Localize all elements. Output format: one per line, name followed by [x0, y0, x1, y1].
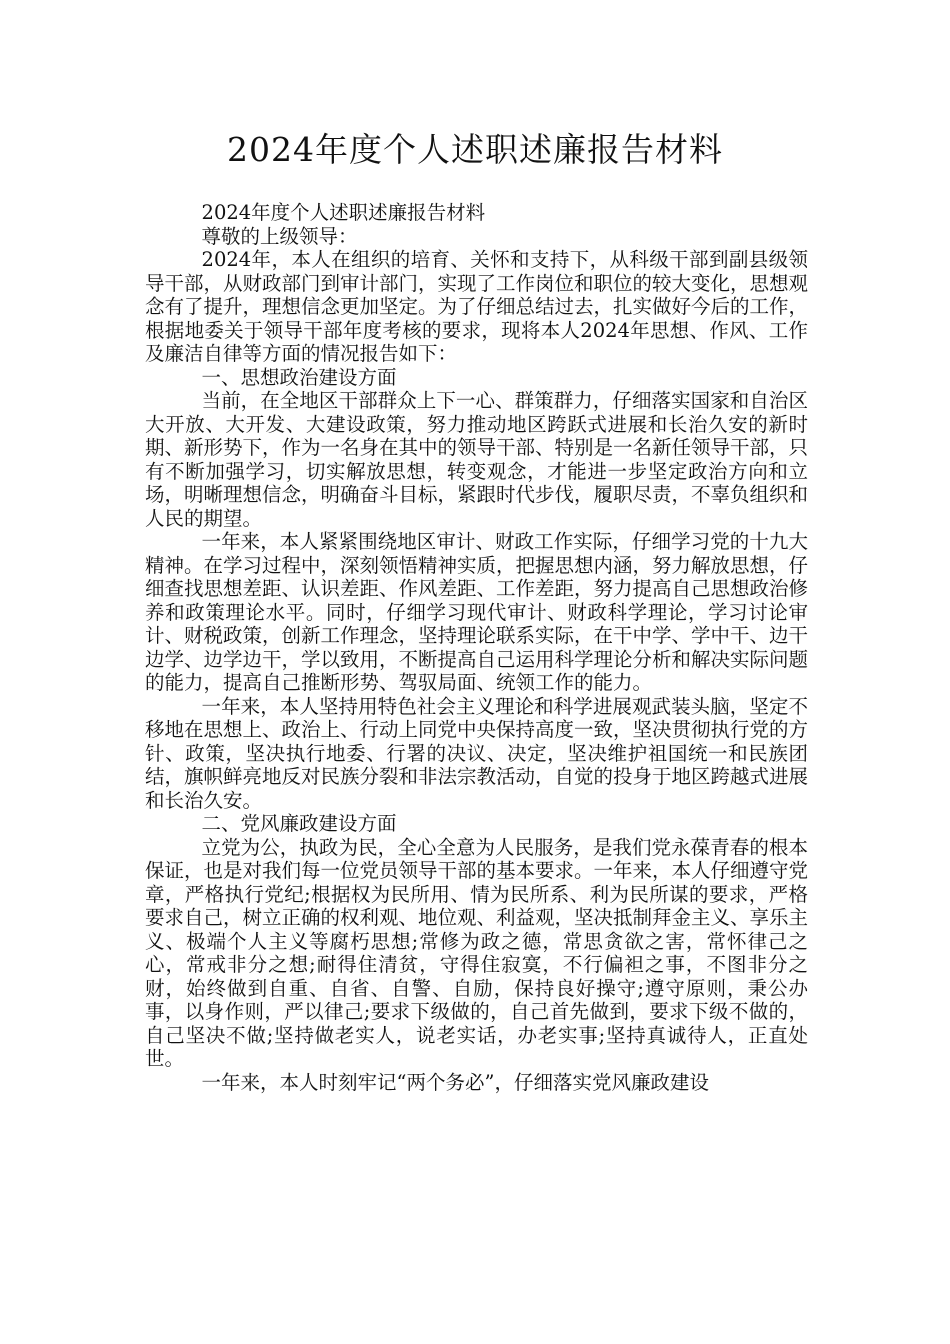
section-heading-1: 一、思想政治建设方面	[201, 365, 397, 389]
salutation: 尊敬的上级领导：	[201, 224, 358, 248]
paragraph: 一年来，本人时刻牢记“两个务必”，仔细落实党风廉政建设	[201, 1070, 709, 1094]
paragraph: 当前，在全地区干部群众上下一心、群策群力，仔细落实国家和自治区大开放、大开发、大建设政策，努力推动地区跨跃式进展和长治久安的新时期、新形势下，作为一名身在其中的领导干部、特别是一名新任领导干部，只有不断加强学习，切实解放思想，转变观念，才能进一步坚定政治方向和立场，明晰理想信念，明确奋斗目标，紧跟时代步伐，履职尽责，不辜负组织和人民的期望。	[145, 389, 809, 530]
document-title: 2024年度个人述职述廉报告材料	[227, 130, 723, 169]
paragraph: 一年来，本人坚持用特色社会主义理论和科学进展观武装头脑，坚定不移地在思想上、政治上、行动上同党中央保持高度一致，坚决贯彻执行党的方针、政策，坚决执行地委、行署的决议、决定，坚决维护祖国统一和民族团结，旗帜鲜亮地反对民族分裂和非法宗教活动，自觉的投身于地区跨越式进展和长治久安。	[145, 694, 809, 812]
document-body	[145, 201, 808, 1094]
section-heading-2: 二、党风廉政建设方面	[201, 812, 397, 835]
paragraph-intro: 2024年，本人在组织的培育、关怀和支持下，从科级干部到副县级领导干部，从财政部门到审计部门，实现了工作岗位和职位的较大变化，思想观念有了提升，理想信念更加坚定。为了仔细总结过去，扎实做好今后的工作，根据地委关于领导干部年度考核的要求，现将本人2024年思想、作风、工作及廉洁自律等方面的情况报告如下：	[145, 248, 809, 365]
subtitle-line: 2024年度个人述职述廉报告材料	[201, 201, 486, 224]
paragraph: 一年来，本人紧紧围绕地区审计、财政工作实际，仔细学习党的十九大精神。在学习过程中，深刻领悟精神实质，把握思想内涵，努力解放思想，仔细查找思想差距、认识差距、作风差距、工作差距，努力提高自己思想政治修养和政策理论水平。同时，仔细学习现代审计、财政科学理论，学习讨论审计、财税政策，创新工作理念，坚持理论联系实际，在干中学、学中干、边干边学、边学边干，学以致用，不断提高自己运用科学理论分析和解决实际问题的能力，提高自己推断形势、驾驭局面、统领工作的能力。	[145, 530, 809, 694]
paragraph: 立党为公，执政为民，全心全意为人民服务，是我们党永葆青春的根本保证，也是对我们每一位党员领导干部的基本要求。一年来，本人仔细遵守党章，严格执行党纪;根据权为民所用、情为民所系、利为民所谋的要求，严格要求自己，树立正确的权利观、地位观、利益观，坚决抵制拜金主义、享乐主义、极端个人主义等腐朽思想;常修为政之德，常思贪欲之害，常怀律己之心，常戒非分之想;耐得住清贫，守得住寂寞，不行偏袒之事，不图非分之财，始终做到自重、自省、自警、自励，保持良好操守;遵守原则，秉公办事，以身作则，严以律己;要求下级做的，自己首先做到，要求下级不做的，自己坚决不做;坚持做老实人，说老实话，办老实事;坚持真诚待人，正直处世。	[145, 835, 809, 1070]
